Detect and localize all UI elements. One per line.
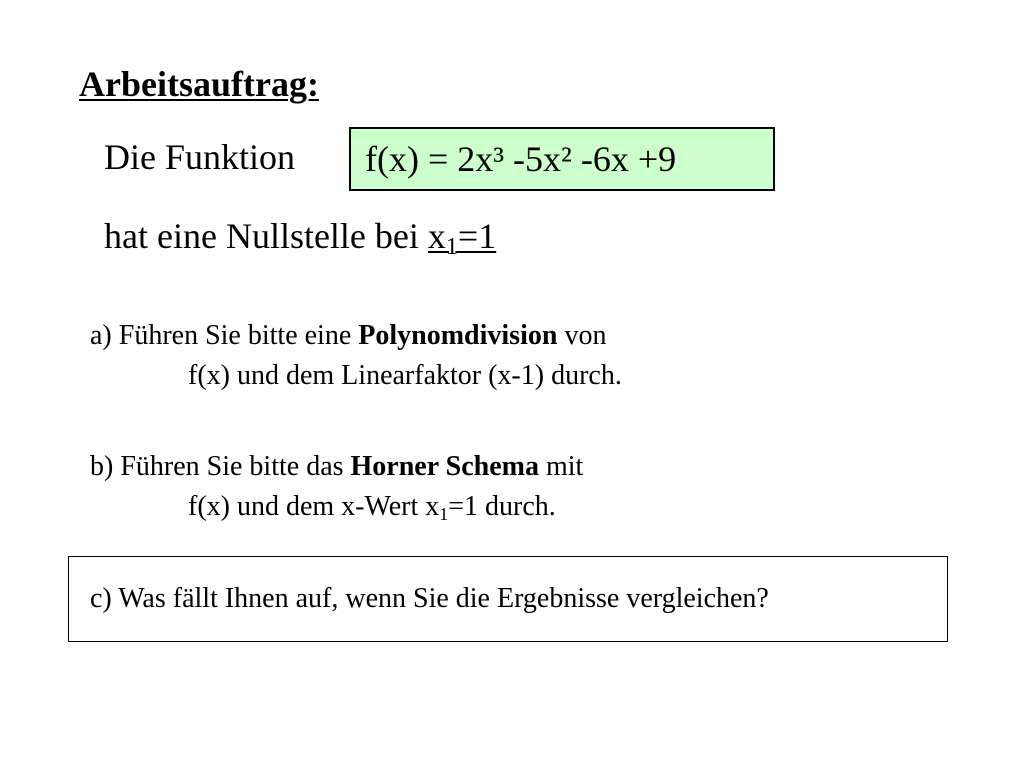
zero-equals: =1	[457, 216, 497, 256]
task-c-box	[68, 556, 948, 642]
task-b-suffix: mit	[538, 451, 584, 482]
zero-variable: x	[427, 216, 446, 256]
task-b-keyword: Horner Schema	[350, 451, 539, 482]
function-box	[349, 127, 775, 191]
task-a-suffix: von	[557, 320, 607, 351]
task-c-text: c) Was fällt Ihnen auf, wenn Sie die Ergebnisse vergleichen?	[90, 583, 769, 614]
task-b-prefix: b) Führen Sie bitte das	[90, 451, 351, 482]
task-b-subscript: 1	[439, 504, 449, 524]
task-b-line2-prefix: f(x) und dem x-Wert x	[188, 491, 440, 522]
task-a	[90, 316, 622, 396]
task-a-line2: f(x) und dem Linearfaktor (x-1) durch.	[188, 360, 622, 391]
intro-label: Die Funktion	[104, 137, 296, 177]
task-a-keyword: Polynomdivision	[358, 320, 558, 351]
function-formula: f(x) = 2x³ -5x² -6x +9	[365, 139, 677, 179]
zero-statement	[104, 214, 496, 258]
task-b	[90, 447, 583, 527]
task-b-line2-suffix: =1 durch.	[448, 491, 556, 522]
task-b-line2	[90, 487, 583, 527]
zero-value	[427, 216, 497, 260]
zero-statement-prefix: hat eine Nullstelle bei	[104, 216, 428, 256]
task-a-prefix: a) Führen Sie bitte eine	[90, 320, 359, 351]
zero-subscript: 1	[445, 234, 458, 260]
page-title: Arbeitsauftrag:	[79, 64, 319, 104]
